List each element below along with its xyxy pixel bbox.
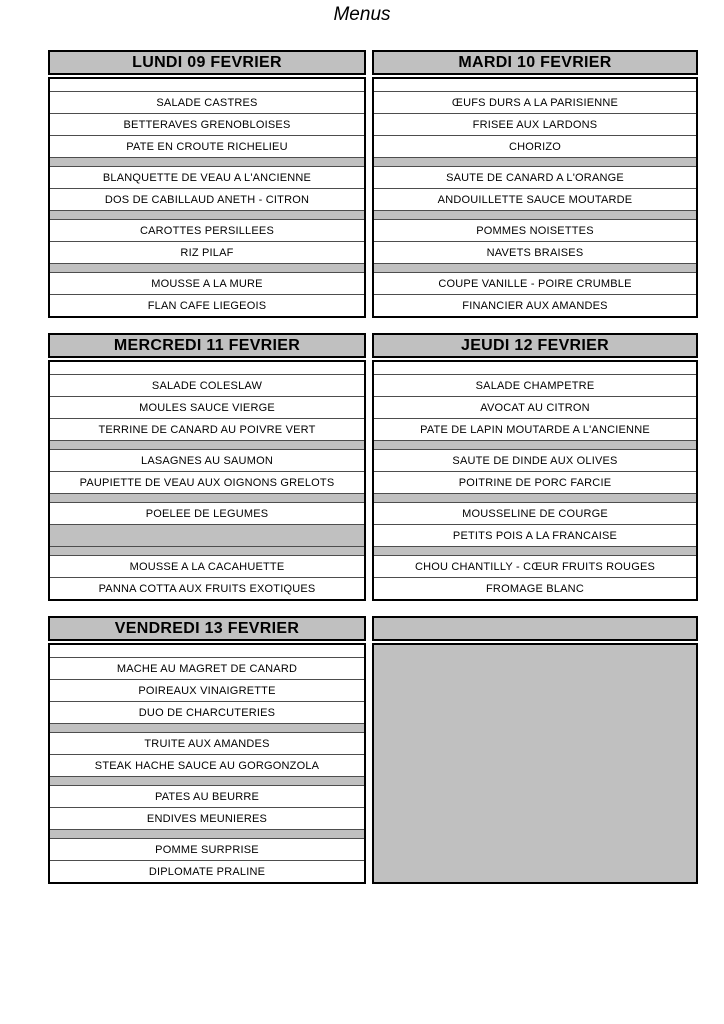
spacer-row [374, 362, 696, 374]
menu-item-row: POIREAUX VINAIGRETTE [50, 679, 364, 701]
course-divider [50, 776, 364, 785]
day-menu-panel [48, 333, 366, 601]
menu-item-row: POMMES NOISETTES [374, 219, 696, 241]
menu-item-row: DIPLOMATE PRALINE [50, 860, 364, 882]
spacer-row [50, 79, 364, 91]
menu-item-row: CHORIZO [374, 135, 696, 157]
menu-item-row: FINANCIER AUX AMANDES [374, 294, 696, 316]
course-divider [50, 157, 364, 166]
spacer-row [50, 362, 364, 374]
day-menu-panel [48, 50, 366, 318]
menu-item-row: PAUPIETTE DE VEAU AUX OIGNONS GRELOTS [50, 471, 364, 493]
menu-item-row: CAROTTES PERSILLEES [50, 219, 364, 241]
day-body [372, 77, 698, 318]
course-divider [374, 157, 696, 166]
course-divider [374, 493, 696, 502]
menu-item-row: PANNA COTTA AUX FRUITS EXOTIQUES [50, 577, 364, 599]
menu-item-row: POELEE DE LEGUMES [50, 502, 364, 524]
menu-item-row: NAVETS BRAISES [374, 241, 696, 263]
day-header: LUNDI 09 FEVRIER [48, 50, 366, 75]
page-title: Menus [333, 4, 391, 25]
menu-item-row: ŒUFS DURS A LA PARISIENNE [374, 91, 696, 113]
menu-item-row: MOULES SAUCE VIERGE [50, 396, 364, 418]
menu-item-row: ENDIVES MEUNIERES [50, 807, 364, 829]
course-divider [50, 210, 364, 219]
menu-item-row: FRISEE AUX LARDONS [374, 113, 696, 135]
day-header: VENDREDI 13 FEVRIER [48, 616, 366, 641]
day-menu-panel [372, 333, 698, 601]
day-body [48, 77, 366, 318]
day-body [372, 360, 698, 601]
menu-item-row: COUPE VANILLE - POIRE CRUMBLE [374, 272, 696, 294]
menu-item-row: PATES AU BEURRE [50, 785, 364, 807]
course-divider [50, 493, 364, 502]
menu-item-row: MOUSSE A LA CACAHUETTE [50, 555, 364, 577]
course-divider [374, 263, 696, 272]
menu-item-row: SALADE CHAMPETRE [374, 374, 696, 396]
menu-item-row: PATE EN CROUTE RICHELIEU [50, 135, 364, 157]
menu-item-row: SAUTE DE DINDE AUX OLIVES [374, 449, 696, 471]
menu-item-row: STEAK HACHE SAUCE AU GORGONZOLA [50, 754, 364, 776]
course-divider [374, 546, 696, 555]
menu-item-row: DOS DE CABILLAUD ANETH - CITRON [50, 188, 364, 210]
menu-item-row: ANDOUILLETTE SAUCE MOUTARDE [374, 188, 696, 210]
course-divider [50, 440, 364, 449]
menu-item-row: PETITS POIS A LA FRANCAISE [374, 524, 696, 546]
day-header: MERCREDI 11 FEVRIER [48, 333, 366, 358]
day-body [48, 360, 366, 601]
spacer-row [374, 79, 696, 91]
menu-item-row: SALADE CASTRES [50, 91, 364, 113]
empty-panel-header [372, 616, 698, 641]
menu-item-row: RIZ PILAF [50, 241, 364, 263]
day-body [48, 643, 366, 884]
empty-panel-body [372, 643, 698, 884]
menu-item-row: CHOU CHANTILLY - CŒUR FRUITS ROUGES [374, 555, 696, 577]
empty-menu-panel [372, 616, 698, 884]
menu-grid [48, 50, 698, 884]
course-divider [50, 546, 364, 555]
menu-item-row: MOUSSE A LA MURE [50, 272, 364, 294]
course-divider [50, 263, 364, 272]
menu-item-row: MOUSSELINE DE COURGE [374, 502, 696, 524]
menu-item-row: FROMAGE BLANC [374, 577, 696, 599]
day-header: MARDI 10 FEVRIER [372, 50, 698, 75]
menu-item-row: SAUTE DE CANARD A L'ORANGE [374, 166, 696, 188]
day-header: JEUDI 12 FEVRIER [372, 333, 698, 358]
empty-item-row [50, 524, 364, 546]
course-divider [374, 210, 696, 219]
spacer-row [50, 645, 364, 657]
menu-item-row: BLANQUETTE DE VEAU A L'ANCIENNE [50, 166, 364, 188]
day-menu-panel [48, 616, 366, 884]
menu-item-row: POITRINE DE PORC FARCIE [374, 471, 696, 493]
course-divider [374, 440, 696, 449]
menu-item-row: LASAGNES AU SAUMON [50, 449, 364, 471]
menu-item-row: SALADE COLESLAW [50, 374, 364, 396]
menu-item-row: PATE DE LAPIN MOUTARDE A L'ANCIENNE [374, 418, 696, 440]
menu-item-row: BETTERAVES GRENOBLOISES [50, 113, 364, 135]
course-divider [50, 723, 364, 732]
menu-item-row: POMME SURPRISE [50, 838, 364, 860]
menu-item-row: MACHE AU MAGRET DE CANARD [50, 657, 364, 679]
menu-item-row: TERRINE DE CANARD AU POIVRE VERT [50, 418, 364, 440]
day-menu-panel [372, 50, 698, 318]
menu-item-row: DUO DE CHARCUTERIES [50, 701, 364, 723]
menu-item-row: AVOCAT AU CITRON [374, 396, 696, 418]
course-divider [50, 829, 364, 838]
menu-item-row: FLAN CAFE LIEGEOIS [50, 294, 364, 316]
menu-item-row: TRUITE AUX AMANDES [50, 732, 364, 754]
